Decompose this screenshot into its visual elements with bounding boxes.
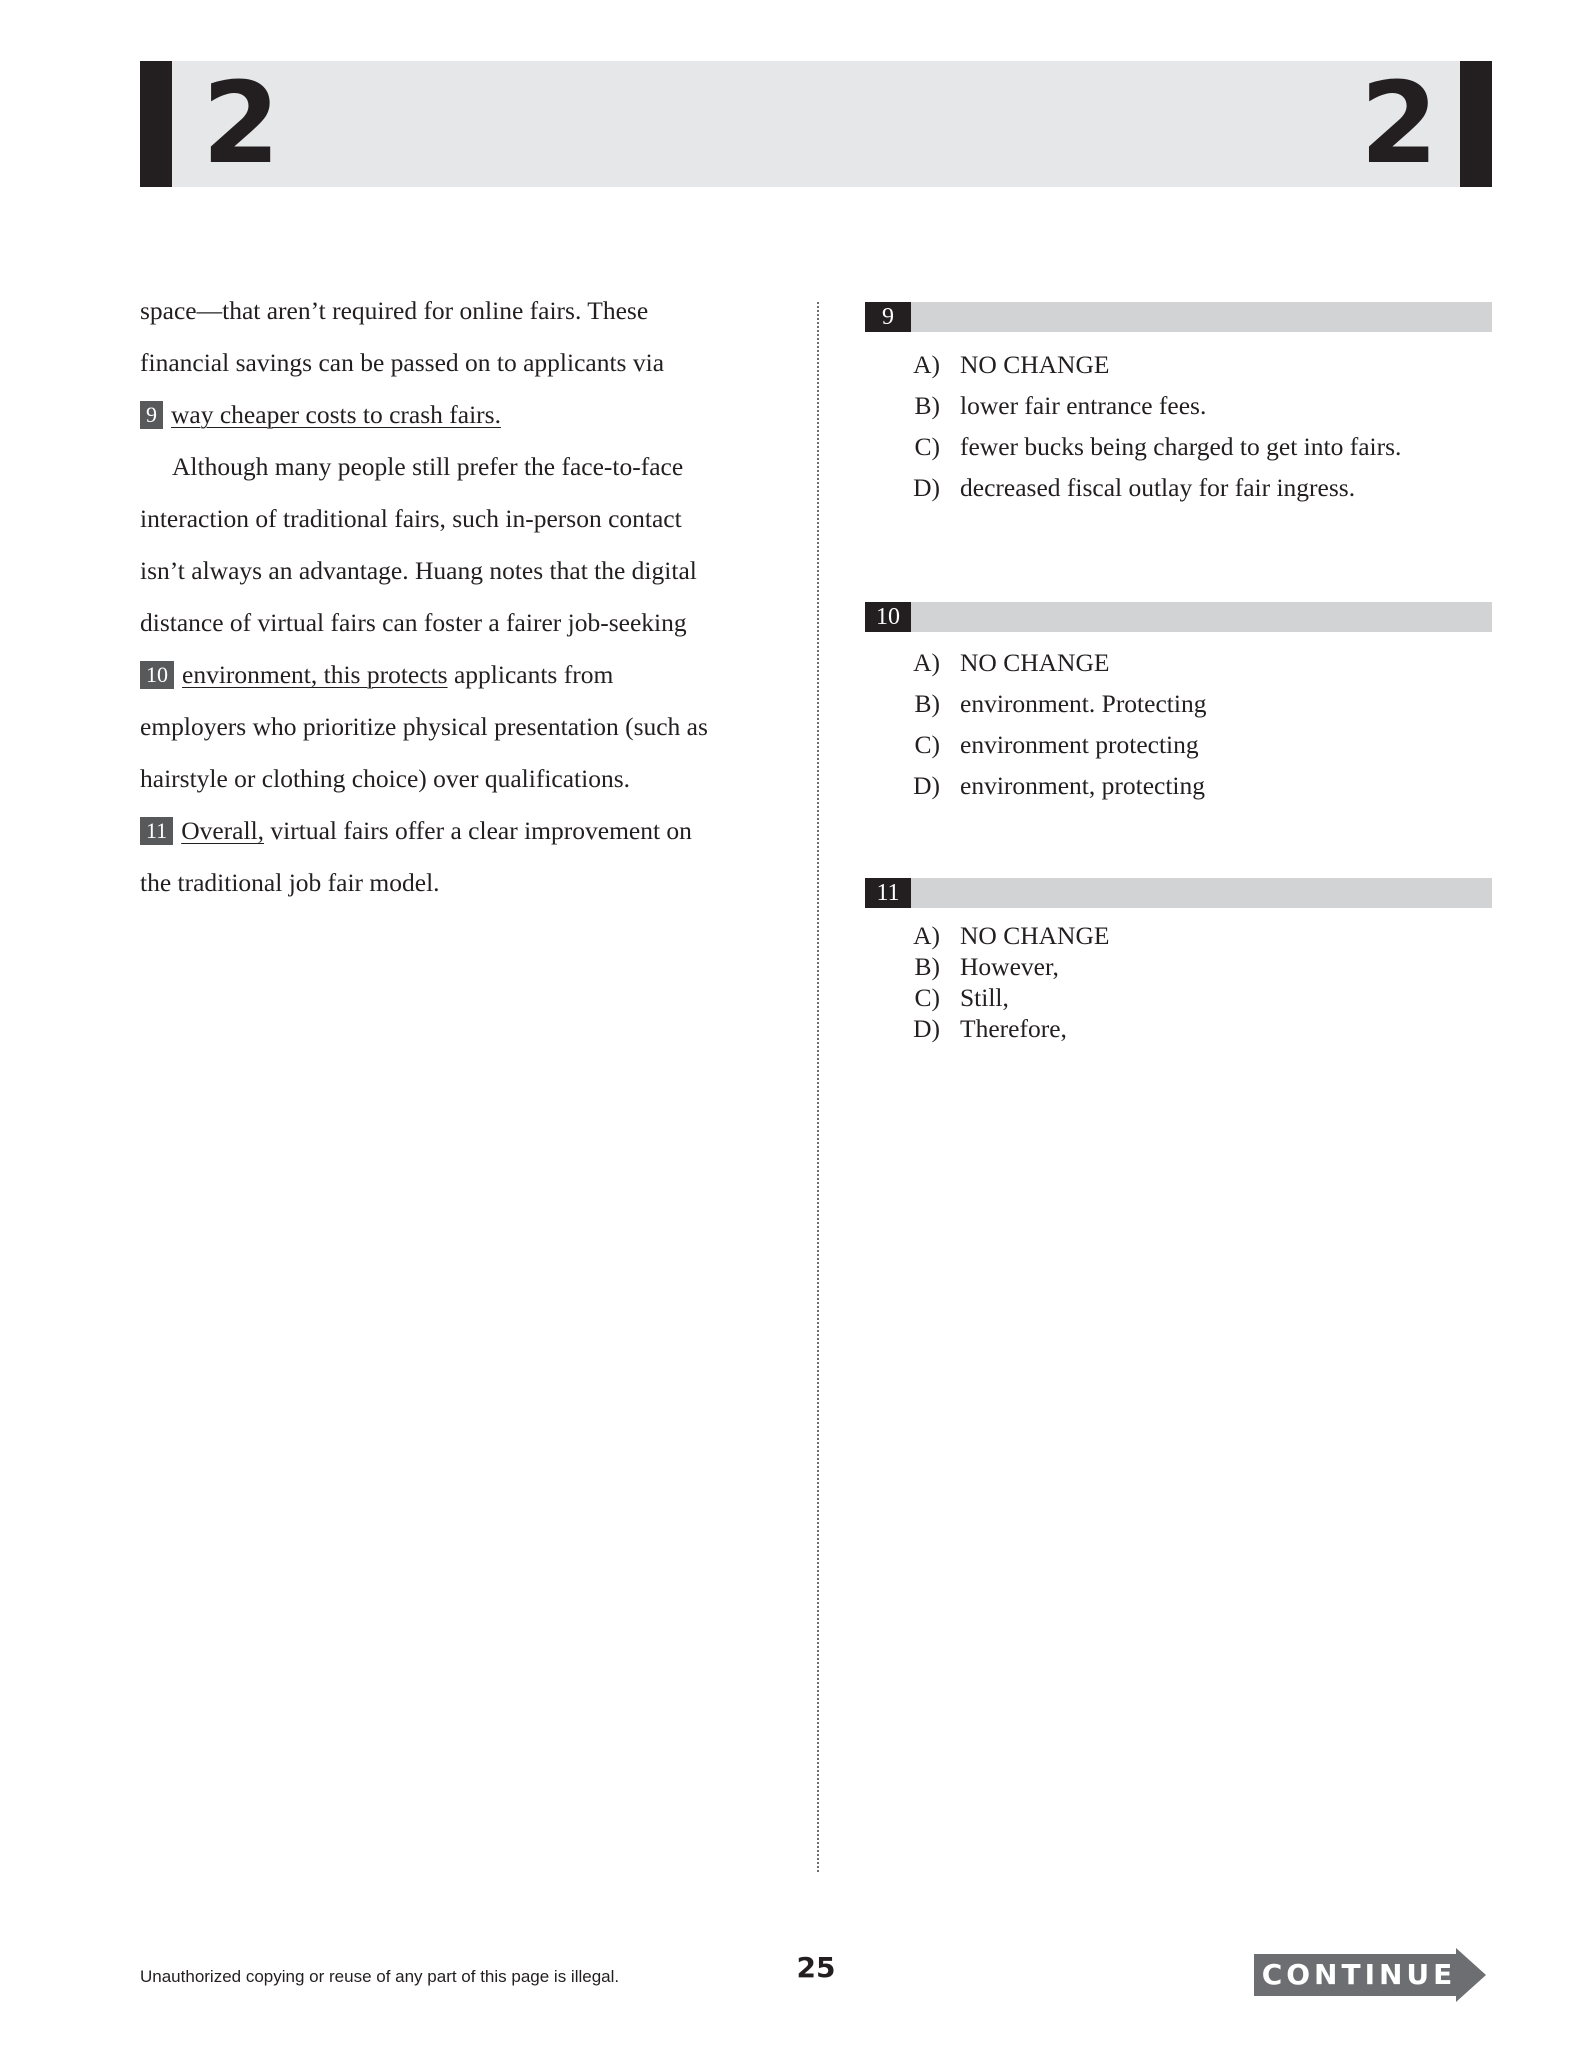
passage-line: hairstyle or clothing choice) over qualifications.	[140, 764, 631, 793]
passage-line	[140, 805, 765, 857]
answer-option[interactable]	[900, 1013, 1480, 1044]
answer-options-9	[900, 344, 1480, 508]
passage-line: the traditional job fair model.	[140, 868, 440, 897]
option-text: fewer bucks being charged to get into fairs.	[960, 432, 1402, 461]
passage-line	[140, 649, 765, 701]
option-text: environment, protecting	[960, 771, 1206, 800]
passage-text: applicants from	[447, 660, 614, 689]
page-number: 25	[796, 1951, 836, 1984]
option-text: NO CHANGE	[960, 350, 1110, 379]
option-text: Still,	[960, 983, 1009, 1012]
copyright-notice: Unauthorized copying or reuse of any part of this page is illegal.	[140, 1967, 620, 1986]
answer-option[interactable]	[900, 467, 1480, 508]
option-letter: B)	[914, 689, 940, 718]
answer-option[interactable]	[900, 344, 1480, 385]
passage	[140, 285, 765, 909]
passage-line: space—that aren’t required for online fairs. These	[140, 296, 649, 325]
option-letter: B)	[914, 952, 940, 981]
answer-option[interactable]	[900, 426, 1480, 467]
section-number-right: 2	[1360, 59, 1438, 189]
option-letter: A)	[913, 648, 940, 677]
option-text: lower fair entrance fees.	[960, 391, 1207, 420]
answer-option[interactable]	[900, 982, 1480, 1013]
section-header	[140, 61, 1492, 187]
question-header-9	[865, 302, 1492, 332]
answer-option[interactable]	[900, 385, 1480, 426]
answer-options-11	[900, 920, 1480, 1044]
option-text: decreased fiscal outlay for fair ingress.	[960, 473, 1356, 502]
option-letter: D)	[913, 473, 940, 502]
question-number-9: 9	[865, 302, 911, 332]
option-letter: D)	[913, 1014, 940, 1043]
option-text: NO CHANGE	[960, 921, 1110, 950]
column-divider	[817, 302, 819, 1872]
option-letter: C)	[914, 730, 940, 759]
underlined-text-10: environment, this protects	[182, 660, 448, 689]
passage-line: distance of virtual fairs can foster a fairer job-seeking	[140, 608, 687, 637]
continue-button[interactable]	[1254, 1948, 1486, 2002]
answer-option[interactable]	[900, 920, 1480, 951]
answer-options-10	[900, 642, 1480, 806]
question-number-10: 10	[865, 602, 911, 632]
option-text: However,	[960, 952, 1059, 981]
answer-option[interactable]	[900, 683, 1480, 724]
passage-line: employers who prioritize physical presentation (such as	[140, 712, 708, 741]
option-text: NO CHANGE	[960, 648, 1110, 677]
option-letter: A)	[913, 350, 940, 379]
option-letter: A)	[913, 921, 940, 950]
question-marker-9[interactable]: 9	[140, 401, 163, 429]
answer-option[interactable]	[900, 724, 1480, 765]
option-text: Therefore,	[960, 1014, 1067, 1043]
header-left-bar	[140, 61, 172, 187]
option-text: environment protecting	[960, 730, 1199, 759]
question-number-11: 11	[865, 878, 911, 908]
answer-option[interactable]	[900, 642, 1480, 683]
option-letter: B)	[914, 391, 940, 420]
passage-line: interaction of traditional fairs, such in-person contact	[140, 504, 682, 533]
option-letter: D)	[913, 771, 940, 800]
question-header-11	[865, 878, 1492, 908]
passage-line	[140, 389, 765, 441]
option-text: environment. Protecting	[960, 689, 1207, 718]
header-right-bar	[1460, 61, 1492, 187]
option-letter: C)	[914, 983, 940, 1012]
passage-line: Although many people still prefer the face-to-face	[172, 452, 684, 481]
answer-option[interactable]	[900, 951, 1480, 982]
passage-text: virtual fairs offer a clear improvement on	[264, 816, 692, 845]
passage-line: financial savings can be passed on to applicants via	[140, 348, 665, 377]
question-marker-10[interactable]: 10	[140, 661, 174, 689]
question-header-10	[865, 602, 1492, 632]
passage-line: isn’t always an advantage. Huang notes that the digital	[140, 556, 697, 585]
section-number-left: 2	[202, 59, 280, 189]
underlined-text-9: way cheaper costs to crash fairs.	[171, 400, 501, 429]
question-marker-11[interactable]: 11	[140, 817, 173, 845]
continue-label: CONTINUE	[1261, 1958, 1457, 1991]
option-letter: C)	[914, 432, 940, 461]
underlined-text-11: Overall,	[181, 816, 265, 845]
answer-option[interactable]	[900, 765, 1480, 806]
